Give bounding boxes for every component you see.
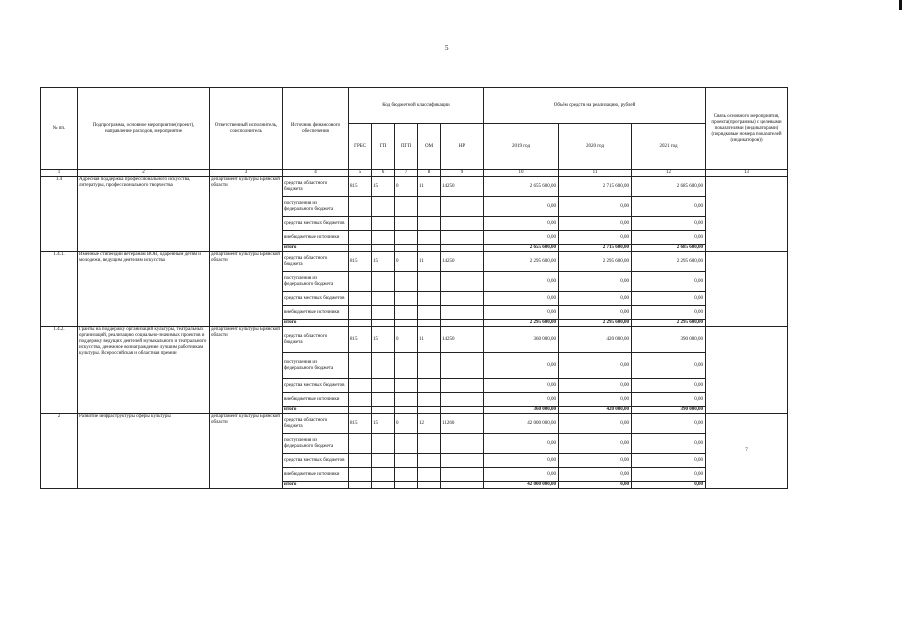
amount-2020: 0,00 bbox=[559, 393, 632, 407]
code-empty bbox=[418, 197, 441, 217]
table-row bbox=[41, 177, 788, 197]
code-np: 11260 bbox=[441, 414, 484, 434]
source-label: средства областного бюджета bbox=[283, 177, 349, 197]
code-pgp: 0 bbox=[395, 414, 418, 434]
row-number: 1.4.2. bbox=[41, 327, 78, 414]
code-empty bbox=[441, 434, 484, 454]
source-label: средства местных бюджетов bbox=[283, 454, 349, 468]
column-number: 1 bbox=[41, 170, 78, 177]
amount-2019: 0,00 bbox=[484, 468, 559, 482]
code-empty bbox=[349, 353, 372, 379]
code-gp: 15 bbox=[372, 252, 395, 272]
code-empty bbox=[418, 407, 441, 414]
row-link: 7 bbox=[706, 414, 788, 489]
amount-2019: 0,00 bbox=[484, 231, 559, 245]
code-empty bbox=[395, 320, 418, 327]
code-grbs: 815 bbox=[349, 327, 372, 353]
code-om: 12 bbox=[418, 414, 441, 434]
amount-2019: 0,00 bbox=[484, 379, 559, 393]
row-number: 1.4.1. bbox=[41, 252, 78, 327]
amount-2021: 0,00 bbox=[632, 306, 706, 320]
header-responsible: Ответственный исполнитель, соисполнитель bbox=[210, 88, 283, 170]
code-empty bbox=[372, 272, 395, 292]
code-empty bbox=[395, 454, 418, 468]
source-label: поступления из федерального бюджета bbox=[283, 272, 349, 292]
amount-2020: 2 295 600,00 bbox=[559, 320, 632, 327]
source-label: внебюджетные источники bbox=[283, 468, 349, 482]
code-empty bbox=[418, 379, 441, 393]
amount-2021: 2 295 600,00 bbox=[632, 320, 706, 327]
amount-2019: 360 000,00 bbox=[484, 327, 559, 353]
amount-2020: 0,00 bbox=[559, 197, 632, 217]
column-number: 12 bbox=[632, 170, 706, 177]
amount-2020: 0,00 bbox=[559, 353, 632, 379]
amount-2021: 0,00 bbox=[632, 231, 706, 245]
code-om: 11 bbox=[418, 252, 441, 272]
code-empty bbox=[372, 306, 395, 320]
source-label: итого bbox=[283, 407, 349, 414]
corner-mark bbox=[899, 0, 902, 10]
source-label: средства местных бюджетов bbox=[283, 379, 349, 393]
code-empty bbox=[372, 454, 395, 468]
code-empty bbox=[441, 379, 484, 393]
header-2019: 2019 год bbox=[484, 124, 559, 170]
amount-2021: 0,00 bbox=[632, 393, 706, 407]
amount-2020: 0,00 bbox=[559, 292, 632, 306]
code-empty bbox=[441, 407, 484, 414]
row-responsible: департамент культуры Брянской области bbox=[210, 327, 283, 414]
source-label: средства областного бюджета bbox=[283, 327, 349, 353]
code-empty bbox=[395, 393, 418, 407]
amount-2020: 420 000,00 bbox=[559, 407, 632, 414]
code-empty bbox=[349, 379, 372, 393]
source-label: итого bbox=[283, 482, 349, 489]
amount-2020: 0,00 bbox=[559, 306, 632, 320]
code-empty bbox=[418, 272, 441, 292]
source-label: итого bbox=[283, 245, 349, 252]
amount-2020: 0,00 bbox=[559, 231, 632, 245]
amount-2020: 0,00 bbox=[559, 468, 632, 482]
header-2020: 2020 год bbox=[559, 124, 632, 170]
code-empty bbox=[349, 482, 372, 489]
amount-2021: 0,00 bbox=[632, 434, 706, 454]
amount-2019: 0,00 bbox=[484, 197, 559, 217]
code-empty bbox=[441, 306, 484, 320]
amount-2019: 2 655 600,00 bbox=[484, 245, 559, 252]
amount-2021: 0,00 bbox=[632, 292, 706, 306]
code-empty bbox=[441, 468, 484, 482]
code-np: 14250 bbox=[441, 252, 484, 272]
amount-2021: 0,00 bbox=[632, 482, 706, 489]
budget-table bbox=[40, 87, 788, 489]
amount-2020: 2 295 600,00 bbox=[559, 252, 632, 272]
code-empty bbox=[395, 245, 418, 252]
amount-2019: 0,00 bbox=[484, 306, 559, 320]
column-number: 2 bbox=[78, 170, 210, 177]
row-responsible: департамент культуры Брянской области bbox=[210, 414, 283, 489]
row-link bbox=[706, 327, 788, 414]
amount-2021: 2 295 600,00 bbox=[632, 252, 706, 272]
code-empty bbox=[349, 407, 372, 414]
header-budget-code: Код бюджетной классификации bbox=[349, 88, 484, 124]
column-number: 13 bbox=[706, 170, 788, 177]
code-empty bbox=[395, 434, 418, 454]
code-empty bbox=[372, 197, 395, 217]
code-empty bbox=[372, 379, 395, 393]
amount-2021: 0,00 bbox=[632, 272, 706, 292]
amount-2020: 2 715 600,00 bbox=[559, 245, 632, 252]
code-empty bbox=[372, 393, 395, 407]
amount-2021: 390 000,00 bbox=[632, 327, 706, 353]
page-number: 5 bbox=[445, 44, 449, 52]
row-name: Адресная поддержка профессионального искусства, литературы, профессионального творчества bbox=[78, 177, 210, 252]
row-link bbox=[706, 177, 788, 252]
code-empty bbox=[418, 306, 441, 320]
code-empty bbox=[395, 197, 418, 217]
amount-2019: 0,00 bbox=[484, 353, 559, 379]
amount-2021: 0,00 bbox=[632, 379, 706, 393]
code-empty bbox=[395, 306, 418, 320]
header-num: № пп. bbox=[41, 88, 78, 170]
code-empty bbox=[441, 353, 484, 379]
amount-2020: 0,00 bbox=[559, 414, 632, 434]
code-empty bbox=[395, 379, 418, 393]
header-volume: Объём средств на реализацию, рублей bbox=[484, 88, 706, 124]
code-empty bbox=[372, 292, 395, 306]
amount-2019: 2 295 600,00 bbox=[484, 320, 559, 327]
table-row bbox=[41, 414, 788, 434]
code-pgp: 0 bbox=[395, 327, 418, 353]
code-np: 14250 bbox=[441, 177, 484, 197]
code-empty bbox=[418, 482, 441, 489]
code-pgp: 0 bbox=[395, 252, 418, 272]
code-empty bbox=[349, 231, 372, 245]
code-empty bbox=[372, 468, 395, 482]
column-number: 10 bbox=[484, 170, 559, 177]
code-empty bbox=[372, 407, 395, 414]
code-grbs: 815 bbox=[349, 414, 372, 434]
row-responsible: департамент культуры Брянской области bbox=[210, 252, 283, 327]
code-empty bbox=[441, 454, 484, 468]
amount-2020: 0,00 bbox=[559, 434, 632, 454]
code-empty bbox=[441, 482, 484, 489]
source-label: внебюджетные источники bbox=[283, 231, 349, 245]
code-empty bbox=[349, 320, 372, 327]
code-gp: 15 bbox=[372, 414, 395, 434]
column-number: 4 bbox=[283, 170, 349, 177]
code-empty bbox=[349, 468, 372, 482]
amount-2019: 42 000 000,00 bbox=[484, 414, 559, 434]
amount-2019: 2 295 600,00 bbox=[484, 252, 559, 272]
source-label: поступления из федерального бюджета bbox=[283, 434, 349, 454]
amount-2019: 2 655 600,00 bbox=[484, 177, 559, 197]
amount-2021: 0,00 bbox=[632, 217, 706, 231]
code-empty bbox=[372, 434, 395, 454]
source-label: внебюджетные источники bbox=[283, 306, 349, 320]
code-empty bbox=[441, 393, 484, 407]
amount-2019: 0,00 bbox=[484, 292, 559, 306]
amount-2021: 2 685 600,00 bbox=[632, 245, 706, 252]
code-empty bbox=[418, 393, 441, 407]
code-empty bbox=[349, 245, 372, 252]
row-link bbox=[706, 252, 788, 327]
column-number: 7 bbox=[395, 170, 418, 177]
amount-2021: 2 685 600,00 bbox=[632, 177, 706, 197]
amount-2021: 0,00 bbox=[632, 197, 706, 217]
code-empty bbox=[441, 197, 484, 217]
code-empty bbox=[372, 482, 395, 489]
code-empty bbox=[441, 292, 484, 306]
code-empty bbox=[441, 217, 484, 231]
code-empty bbox=[441, 245, 484, 252]
code-empty bbox=[395, 217, 418, 231]
amount-2019: 0,00 bbox=[484, 217, 559, 231]
source-label: средства областного бюджета bbox=[283, 414, 349, 434]
amount-2020: 0,00 bbox=[559, 379, 632, 393]
amount-2019: 0,00 bbox=[484, 272, 559, 292]
header-om: ОМ bbox=[418, 124, 441, 170]
code-gp: 15 bbox=[372, 327, 395, 353]
row-name: Именные стипендии ветеранам ВОВ, одарённым детям и молодежи, ведущим деятелям искусства bbox=[78, 252, 210, 327]
code-empty bbox=[372, 217, 395, 231]
amount-2021: 0,00 bbox=[632, 414, 706, 434]
code-empty bbox=[395, 407, 418, 414]
code-empty bbox=[418, 245, 441, 252]
amount-2020: 0,00 bbox=[559, 454, 632, 468]
code-om: 11 bbox=[418, 327, 441, 353]
code-empty bbox=[349, 393, 372, 407]
code-pgp: 0 bbox=[395, 177, 418, 197]
code-empty bbox=[395, 272, 418, 292]
header-source: Источник финансового обеспечения bbox=[283, 88, 349, 170]
header-gp: ГП bbox=[372, 124, 395, 170]
amount-2020: 0,00 bbox=[559, 272, 632, 292]
source-label: средства местных бюджетов bbox=[283, 292, 349, 306]
header-np: НР bbox=[441, 124, 484, 170]
row-number: 1.4 bbox=[41, 177, 78, 252]
code-empty bbox=[372, 245, 395, 252]
source-label: внебюджетные источники bbox=[283, 393, 349, 407]
code-empty bbox=[395, 482, 418, 489]
amount-2021: 0,00 bbox=[632, 468, 706, 482]
amount-2019: 0,00 bbox=[484, 434, 559, 454]
code-empty bbox=[418, 454, 441, 468]
code-empty bbox=[441, 231, 484, 245]
column-number: 8 bbox=[418, 170, 441, 177]
code-empty bbox=[349, 306, 372, 320]
amount-2019: 360 000,00 bbox=[484, 407, 559, 414]
amount-2020: 0,00 bbox=[559, 217, 632, 231]
row-name: Развитие инфраструктуры сферы культуры bbox=[78, 414, 210, 489]
header-pgp: ПГП bbox=[395, 124, 418, 170]
source-label: средства областного бюджета bbox=[283, 252, 349, 272]
code-empty bbox=[418, 292, 441, 306]
amount-2021: 390 000,00 bbox=[632, 407, 706, 414]
amount-2021: 0,00 bbox=[632, 353, 706, 379]
column-number: 11 bbox=[559, 170, 632, 177]
code-empty bbox=[349, 292, 372, 306]
amount-2020: 420 000,00 bbox=[559, 327, 632, 353]
code-empty bbox=[441, 272, 484, 292]
code-empty bbox=[418, 353, 441, 379]
column-number: 6 bbox=[372, 170, 395, 177]
code-empty bbox=[395, 231, 418, 245]
code-gp: 15 bbox=[372, 177, 395, 197]
amount-2021: 0,00 bbox=[632, 454, 706, 468]
code-grbs: 815 bbox=[349, 177, 372, 197]
row-number: 2 bbox=[41, 414, 78, 489]
table-row bbox=[41, 327, 788, 353]
code-empty bbox=[349, 454, 372, 468]
amount-2019: 42 000 000,00 bbox=[484, 482, 559, 489]
source-label: средства местных бюджетов bbox=[283, 217, 349, 231]
amount-2019: 0,00 bbox=[484, 454, 559, 468]
code-empty bbox=[372, 320, 395, 327]
table-row bbox=[41, 252, 788, 272]
code-om: 11 bbox=[418, 177, 441, 197]
source-label: итого bbox=[283, 320, 349, 327]
source-label: поступления из федерального бюджета bbox=[283, 197, 349, 217]
code-empty bbox=[395, 353, 418, 379]
row-responsible: департамент культуры Брянской области bbox=[210, 177, 283, 252]
header-program: Подпрограмма, основное мероприятие(проект), направление расходов, мероприятие bbox=[78, 88, 210, 170]
amount-2020: 0,00 bbox=[559, 482, 632, 489]
header-grbs: ГРБС bbox=[349, 124, 372, 170]
amount-2020: 2 715 600,00 bbox=[559, 177, 632, 197]
header-2021: 2021 год bbox=[632, 124, 706, 170]
code-empty bbox=[349, 434, 372, 454]
column-number: 5 bbox=[349, 170, 372, 177]
row-name: Гранты на поддержку организаций культуры, театральных организаций, реализацию социально-значимых проектов и поддержку ведущих деятелей музыкального и театрального искусства, денежное вознаграждение лучшим работникам культуры. Всероссийская и областная премии bbox=[78, 327, 210, 414]
code-empty bbox=[418, 217, 441, 231]
column-number: 9 bbox=[441, 170, 484, 177]
header-link: Связь основного мероприятия, проекта(программы) с целевыми показателями (индикаторами) (порядковые номера показателей (индикаторов)) bbox=[706, 88, 788, 170]
code-empty bbox=[418, 434, 441, 454]
code-empty bbox=[395, 292, 418, 306]
code-empty bbox=[418, 231, 441, 245]
code-empty bbox=[372, 353, 395, 379]
code-empty bbox=[372, 231, 395, 245]
code-np: 14250 bbox=[441, 327, 484, 353]
column-number: 3 bbox=[210, 170, 283, 177]
code-empty bbox=[349, 197, 372, 217]
code-empty bbox=[349, 272, 372, 292]
code-empty bbox=[418, 468, 441, 482]
code-empty bbox=[418, 320, 441, 327]
code-grbs: 815 bbox=[349, 252, 372, 272]
code-empty bbox=[441, 320, 484, 327]
source-label: поступления из федерального бюджета bbox=[283, 353, 349, 379]
code-empty bbox=[349, 217, 372, 231]
code-empty bbox=[395, 468, 418, 482]
amount-2019: 0,00 bbox=[484, 393, 559, 407]
